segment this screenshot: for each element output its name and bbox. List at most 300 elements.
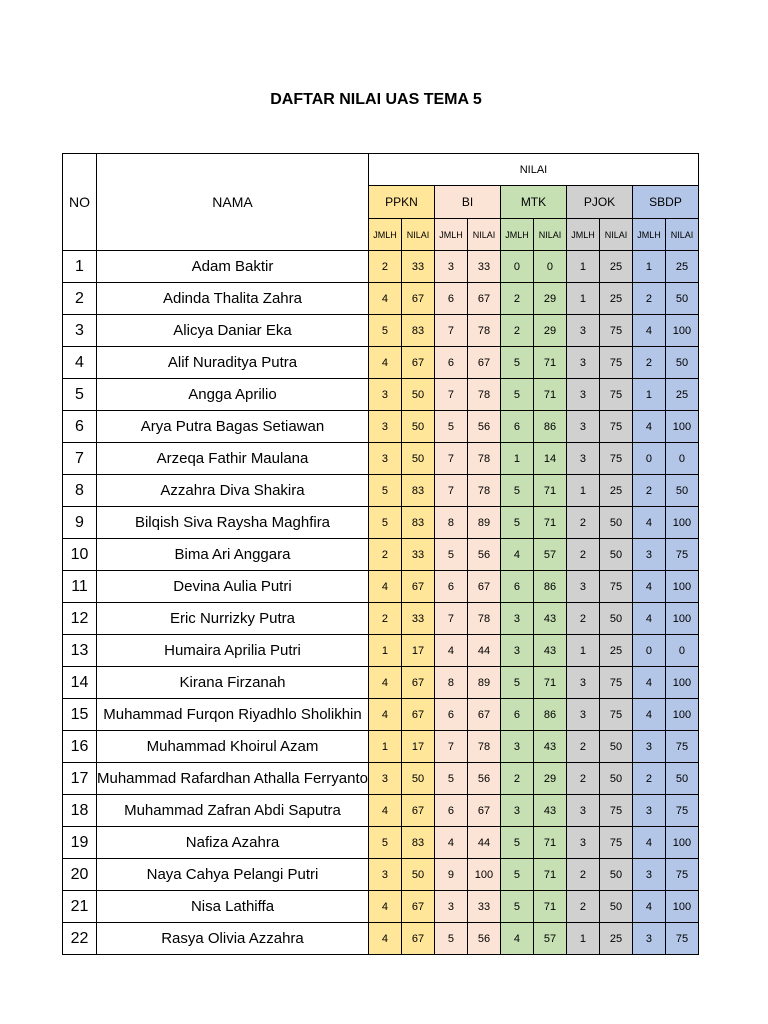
header-jmlh: JMLH [500,219,533,251]
row-number: 4 [63,347,97,379]
nilai-cell-pjok: 75 [599,699,632,731]
table-row [63,443,699,475]
row-number: 20 [63,859,97,891]
table-row [63,539,699,571]
nilai-cell-bi: 67 [467,347,500,379]
nilai-cell-sbdp: 50 [665,347,698,379]
jmlh-cell-ppkn: 5 [368,475,401,507]
nilai-cell-sbdp: 100 [665,827,698,859]
nilai-cell-sbdp: 100 [665,699,698,731]
nilai-cell-ppkn: 50 [401,411,434,443]
nilai-cell-ppkn: 67 [401,923,434,955]
jmlh-cell-ppkn: 4 [368,347,401,379]
jmlh-cell-pjok: 2 [566,763,599,795]
nilai-cell-pjok: 50 [599,763,632,795]
student-name: Muhammad Khoirul Azam [97,731,369,763]
nilai-cell-mtk: 43 [533,603,566,635]
nilai-cell-sbdp: 75 [665,859,698,891]
jmlh-cell-ppkn: 3 [368,411,401,443]
grades-table [62,153,699,955]
jmlh-cell-bi: 3 [434,891,467,923]
nilai-cell-bi: 67 [467,283,500,315]
jmlh-cell-mtk: 1 [500,443,533,475]
header-nama: NAMA [97,154,369,251]
jmlh-cell-sbdp: 0 [632,635,665,667]
jmlh-cell-ppkn: 4 [368,923,401,955]
nilai-cell-mtk: 86 [533,571,566,603]
nilai-cell-ppkn: 33 [401,603,434,635]
table-row [63,603,699,635]
nilai-cell-ppkn: 83 [401,315,434,347]
student-name: Muhammad Rafardhan Athalla Ferryanto [97,763,369,795]
header-nilai: NILAI [368,154,698,186]
jmlh-cell-sbdp: 2 [632,475,665,507]
jmlh-cell-pjok: 1 [566,283,599,315]
nilai-cell-pjok: 75 [599,443,632,475]
nilai-cell-sbdp: 50 [665,475,698,507]
header-nilai-sub: NILAI [467,219,500,251]
jmlh-cell-mtk: 5 [500,379,533,411]
jmlh-cell-bi: 6 [434,347,467,379]
jmlh-cell-bi: 5 [434,411,467,443]
jmlh-cell-mtk: 5 [500,667,533,699]
row-number: 18 [63,795,97,827]
jmlh-cell-bi: 6 [434,795,467,827]
nilai-cell-pjok: 50 [599,603,632,635]
nilai-cell-sbdp: 100 [665,891,698,923]
jmlh-cell-bi: 6 [434,571,467,603]
jmlh-cell-sbdp: 4 [632,891,665,923]
row-number: 8 [63,475,97,507]
jmlh-cell-pjok: 2 [566,731,599,763]
header-jmlh: JMLH [566,219,599,251]
student-name: Alif Nuraditya Putra [97,347,369,379]
nilai-cell-mtk: 71 [533,475,566,507]
page-title: DAFTAR NILAI UAS TEMA 5 [270,91,482,108]
nilai-cell-ppkn: 50 [401,443,434,475]
nilai-cell-ppkn: 67 [401,795,434,827]
table-row [63,475,699,507]
nilai-cell-pjok: 25 [599,283,632,315]
jmlh-cell-mtk: 0 [500,251,533,283]
table-row [63,763,699,795]
jmlh-cell-mtk: 3 [500,635,533,667]
table-row [63,667,699,699]
nilai-cell-bi: 44 [467,827,500,859]
jmlh-cell-pjok: 1 [566,475,599,507]
jmlh-cell-mtk: 2 [500,763,533,795]
jmlh-cell-mtk: 2 [500,315,533,347]
nilai-cell-bi: 78 [467,315,500,347]
nilai-cell-mtk: 29 [533,315,566,347]
nilai-cell-bi: 44 [467,635,500,667]
jmlh-cell-pjok: 3 [566,667,599,699]
nilai-cell-bi: 56 [467,923,500,955]
jmlh-cell-pjok: 1 [566,251,599,283]
jmlh-cell-ppkn: 4 [368,699,401,731]
student-name: Muhammad Zafran Abdi Saputra [97,795,369,827]
row-number: 10 [63,539,97,571]
jmlh-cell-ppkn: 4 [368,795,401,827]
jmlh-cell-sbdp: 2 [632,283,665,315]
nilai-cell-sbdp: 100 [665,315,698,347]
nilai-cell-sbdp: 0 [665,635,698,667]
nilai-cell-sbdp: 50 [665,763,698,795]
nilai-cell-pjok: 50 [599,859,632,891]
jmlh-cell-sbdp: 4 [632,507,665,539]
jmlh-cell-bi: 4 [434,635,467,667]
student-name: Rasya Olivia Azzahra [97,923,369,955]
nilai-cell-mtk: 0 [533,251,566,283]
jmlh-cell-sbdp: 4 [632,571,665,603]
nilai-cell-sbdp: 25 [665,379,698,411]
nilai-cell-mtk: 71 [533,827,566,859]
jmlh-cell-pjok: 3 [566,795,599,827]
header-subject-bi: BI [434,186,500,219]
jmlh-cell-bi: 5 [434,539,467,571]
table-row [63,379,699,411]
nilai-cell-mtk: 29 [533,763,566,795]
student-name: Adinda Thalita Zahra [97,283,369,315]
header-nilai-sub: NILAI [599,219,632,251]
jmlh-cell-pjok: 2 [566,891,599,923]
jmlh-cell-sbdp: 2 [632,763,665,795]
nilai-cell-ppkn: 83 [401,475,434,507]
jmlh-cell-mtk: 6 [500,411,533,443]
jmlh-cell-sbdp: 4 [632,411,665,443]
jmlh-cell-pjok: 3 [566,571,599,603]
nilai-cell-mtk: 71 [533,891,566,923]
nilai-cell-pjok: 50 [599,731,632,763]
row-number: 21 [63,891,97,923]
row-number: 17 [63,763,97,795]
row-number: 22 [63,923,97,955]
jmlh-cell-pjok: 1 [566,923,599,955]
jmlh-cell-sbdp: 3 [632,795,665,827]
nilai-cell-pjok: 25 [599,635,632,667]
jmlh-cell-ppkn: 1 [368,635,401,667]
jmlh-cell-mtk: 6 [500,699,533,731]
jmlh-cell-pjok: 2 [566,859,599,891]
jmlh-cell-mtk: 5 [500,859,533,891]
jmlh-cell-sbdp: 4 [632,827,665,859]
student-name: Nafiza Azahra [97,827,369,859]
row-number: 13 [63,635,97,667]
jmlh-cell-ppkn: 2 [368,539,401,571]
nilai-cell-bi: 56 [467,539,500,571]
nilai-cell-pjok: 75 [599,827,632,859]
nilai-cell-ppkn: 50 [401,763,434,795]
table-header [63,154,699,251]
jmlh-cell-pjok: 3 [566,411,599,443]
nilai-cell-ppkn: 67 [401,891,434,923]
jmlh-cell-sbdp: 4 [632,315,665,347]
header-subject-ppkn: PPKN [368,186,434,219]
nilai-cell-ppkn: 17 [401,635,434,667]
jmlh-cell-bi: 3 [434,251,467,283]
jmlh-cell-ppkn: 5 [368,827,401,859]
nilai-cell-pjok: 25 [599,475,632,507]
nilai-cell-mtk: 29 [533,283,566,315]
header-jmlh: JMLH [434,219,467,251]
nilai-cell-bi: 67 [467,699,500,731]
table-row [63,731,699,763]
header-nilai-sub: NILAI [533,219,566,251]
nilai-cell-mtk: 71 [533,667,566,699]
nilai-cell-sbdp: 75 [665,731,698,763]
student-name: Arzeqa Fathir Maulana [97,443,369,475]
table-row [63,283,699,315]
nilai-cell-sbdp: 100 [665,507,698,539]
nilai-cell-mtk: 71 [533,379,566,411]
student-name: Arya Putra Bagas Setiawan [97,411,369,443]
table-row [63,827,699,859]
header-jmlh: JMLH [368,219,401,251]
jmlh-cell-mtk: 5 [500,347,533,379]
nilai-cell-mtk: 86 [533,699,566,731]
student-name: Azzahra Diva Shakira [97,475,369,507]
jmlh-cell-sbdp: 1 [632,251,665,283]
row-number: 1 [63,251,97,283]
nilai-cell-sbdp: 100 [665,571,698,603]
jmlh-cell-sbdp: 4 [632,667,665,699]
nilai-cell-mtk: 43 [533,731,566,763]
jmlh-cell-pjok: 3 [566,379,599,411]
jmlh-cell-mtk: 2 [500,283,533,315]
jmlh-cell-ppkn: 3 [368,763,401,795]
nilai-cell-ppkn: 67 [401,347,434,379]
student-name: Angga Aprilio [97,379,369,411]
student-name: Naya Cahya Pelangi Putri [97,859,369,891]
row-number: 2 [63,283,97,315]
jmlh-cell-sbdp: 3 [632,923,665,955]
jmlh-cell-sbdp: 3 [632,731,665,763]
nilai-cell-ppkn: 83 [401,827,434,859]
nilai-cell-pjok: 75 [599,667,632,699]
nilai-cell-pjok: 75 [599,571,632,603]
jmlh-cell-bi: 7 [434,379,467,411]
jmlh-cell-sbdp: 3 [632,859,665,891]
table-row [63,635,699,667]
jmlh-cell-sbdp: 1 [632,379,665,411]
nilai-cell-bi: 89 [467,667,500,699]
jmlh-cell-mtk: 5 [500,507,533,539]
nilai-cell-ppkn: 67 [401,571,434,603]
student-name: Muhammad Furqon Riyadhlo Sholikhin [97,699,369,731]
jmlh-cell-ppkn: 4 [368,891,401,923]
nilai-cell-ppkn: 67 [401,699,434,731]
nilai-cell-mtk: 57 [533,539,566,571]
jmlh-cell-bi: 9 [434,859,467,891]
header-subject-pjok: PJOK [566,186,632,219]
nilai-cell-bi: 78 [467,443,500,475]
student-name: Humaira Aprilia Putri [97,635,369,667]
row-number: 12 [63,603,97,635]
jmlh-cell-ppkn: 2 [368,251,401,283]
nilai-cell-mtk: 71 [533,859,566,891]
header-nilai-sub: NILAI [665,219,698,251]
row-number: 5 [63,379,97,411]
nilai-cell-pjok: 50 [599,891,632,923]
row-number: 11 [63,571,97,603]
nilai-cell-ppkn: 67 [401,667,434,699]
nilai-cell-bi: 33 [467,891,500,923]
row-number: 14 [63,667,97,699]
jmlh-cell-bi: 5 [434,763,467,795]
jmlh-cell-ppkn: 4 [368,283,401,315]
nilai-cell-ppkn: 50 [401,859,434,891]
nilai-cell-pjok: 25 [599,251,632,283]
header-subject-mtk: MTK [500,186,566,219]
nilai-cell-bi: 33 [467,251,500,283]
nilai-cell-mtk: 71 [533,347,566,379]
jmlh-cell-bi: 8 [434,667,467,699]
student-name: Nisa Lathiffa [97,891,369,923]
row-number: 15 [63,699,97,731]
nilai-cell-sbdp: 75 [665,923,698,955]
nilai-cell-bi: 78 [467,379,500,411]
jmlh-cell-bi: 4 [434,827,467,859]
nilai-cell-ppkn: 33 [401,251,434,283]
jmlh-cell-sbdp: 3 [632,539,665,571]
table-row [63,891,699,923]
jmlh-cell-ppkn: 4 [368,571,401,603]
jmlh-cell-bi: 7 [434,475,467,507]
nilai-cell-mtk: 86 [533,411,566,443]
student-name: Adam Baktir [97,251,369,283]
jmlh-cell-sbdp: 0 [632,443,665,475]
jmlh-cell-bi: 6 [434,283,467,315]
nilai-cell-sbdp: 75 [665,795,698,827]
nilai-cell-sbdp: 0 [665,443,698,475]
jmlh-cell-mtk: 5 [500,827,533,859]
jmlh-cell-pjok: 2 [566,603,599,635]
jmlh-cell-ppkn: 3 [368,859,401,891]
table-row [63,859,699,891]
row-number: 9 [63,507,97,539]
nilai-cell-pjok: 25 [599,923,632,955]
jmlh-cell-sbdp: 2 [632,347,665,379]
table-row [63,923,699,955]
nilai-cell-bi: 56 [467,763,500,795]
jmlh-cell-mtk: 3 [500,603,533,635]
nilai-cell-mtk: 71 [533,507,566,539]
jmlh-cell-pjok: 3 [566,443,599,475]
header-subject-sbdp: SBDP [632,186,698,219]
nilai-cell-sbdp: 100 [665,667,698,699]
header-nilai-sub: NILAI [401,219,434,251]
student-name: Kirana Firzanah [97,667,369,699]
table-row [63,347,699,379]
nilai-cell-bi: 56 [467,411,500,443]
jmlh-cell-mtk: 4 [500,923,533,955]
nilai-cell-pjok: 50 [599,507,632,539]
table-row [63,699,699,731]
nilai-cell-sbdp: 25 [665,251,698,283]
jmlh-cell-pjok: 3 [566,827,599,859]
row-number: 16 [63,731,97,763]
jmlh-cell-sbdp: 4 [632,699,665,731]
jmlh-cell-pjok: 1 [566,635,599,667]
nilai-cell-ppkn: 83 [401,507,434,539]
student-name: Devina Aulia Putri [97,571,369,603]
table-row [63,507,699,539]
jmlh-cell-pjok: 3 [566,315,599,347]
nilai-cell-bi: 67 [467,795,500,827]
row-number: 19 [63,827,97,859]
student-name: Bima Ari Anggara [97,539,369,571]
jmlh-cell-bi: 7 [434,731,467,763]
jmlh-cell-ppkn: 5 [368,507,401,539]
table-row [63,315,699,347]
jmlh-cell-ppkn: 3 [368,379,401,411]
nilai-cell-pjok: 75 [599,347,632,379]
jmlh-cell-bi: 5 [434,923,467,955]
nilai-cell-mtk: 43 [533,635,566,667]
nilai-cell-bi: 100 [467,859,500,891]
jmlh-cell-pjok: 3 [566,699,599,731]
row-number: 6 [63,411,97,443]
jmlh-cell-bi: 7 [434,603,467,635]
nilai-cell-bi: 78 [467,603,500,635]
nilai-cell-bi: 89 [467,507,500,539]
jmlh-cell-ppkn: 5 [368,315,401,347]
table-row [63,411,699,443]
nilai-cell-sbdp: 100 [665,603,698,635]
jmlh-cell-bi: 7 [434,315,467,347]
nilai-cell-bi: 67 [467,571,500,603]
nilai-cell-pjok: 50 [599,539,632,571]
jmlh-cell-ppkn: 4 [368,667,401,699]
nilai-cell-pjok: 75 [599,411,632,443]
jmlh-cell-mtk: 6 [500,571,533,603]
student-name: Bilqish Siva Raysha Maghfira [97,507,369,539]
jmlh-cell-pjok: 2 [566,507,599,539]
nilai-cell-sbdp: 100 [665,411,698,443]
jmlh-cell-pjok: 3 [566,347,599,379]
nilai-cell-ppkn: 67 [401,283,434,315]
jmlh-cell-mtk: 3 [500,731,533,763]
nilai-cell-pjok: 75 [599,795,632,827]
nilai-cell-mtk: 43 [533,795,566,827]
nilai-cell-sbdp: 75 [665,539,698,571]
jmlh-cell-bi: 7 [434,443,467,475]
nilai-cell-mtk: 57 [533,923,566,955]
jmlh-cell-mtk: 5 [500,891,533,923]
row-number: 7 [63,443,97,475]
table-row [63,571,699,603]
header-no: NO [63,154,97,251]
jmlh-cell-mtk: 5 [500,475,533,507]
jmlh-cell-ppkn: 2 [368,603,401,635]
jmlh-cell-pjok: 2 [566,539,599,571]
student-name: Eric Nurrizky Putra [97,603,369,635]
nilai-cell-pjok: 75 [599,315,632,347]
jmlh-cell-bi: 8 [434,507,467,539]
nilai-cell-pjok: 75 [599,379,632,411]
jmlh-cell-bi: 6 [434,699,467,731]
table-row [63,795,699,827]
table-body [63,251,699,955]
jmlh-cell-ppkn: 3 [368,443,401,475]
header-jmlh: JMLH [632,219,665,251]
jmlh-cell-sbdp: 4 [632,603,665,635]
nilai-cell-sbdp: 50 [665,283,698,315]
row-number: 3 [63,315,97,347]
nilai-cell-ppkn: 17 [401,731,434,763]
table-row [63,251,699,283]
jmlh-cell-mtk: 4 [500,539,533,571]
